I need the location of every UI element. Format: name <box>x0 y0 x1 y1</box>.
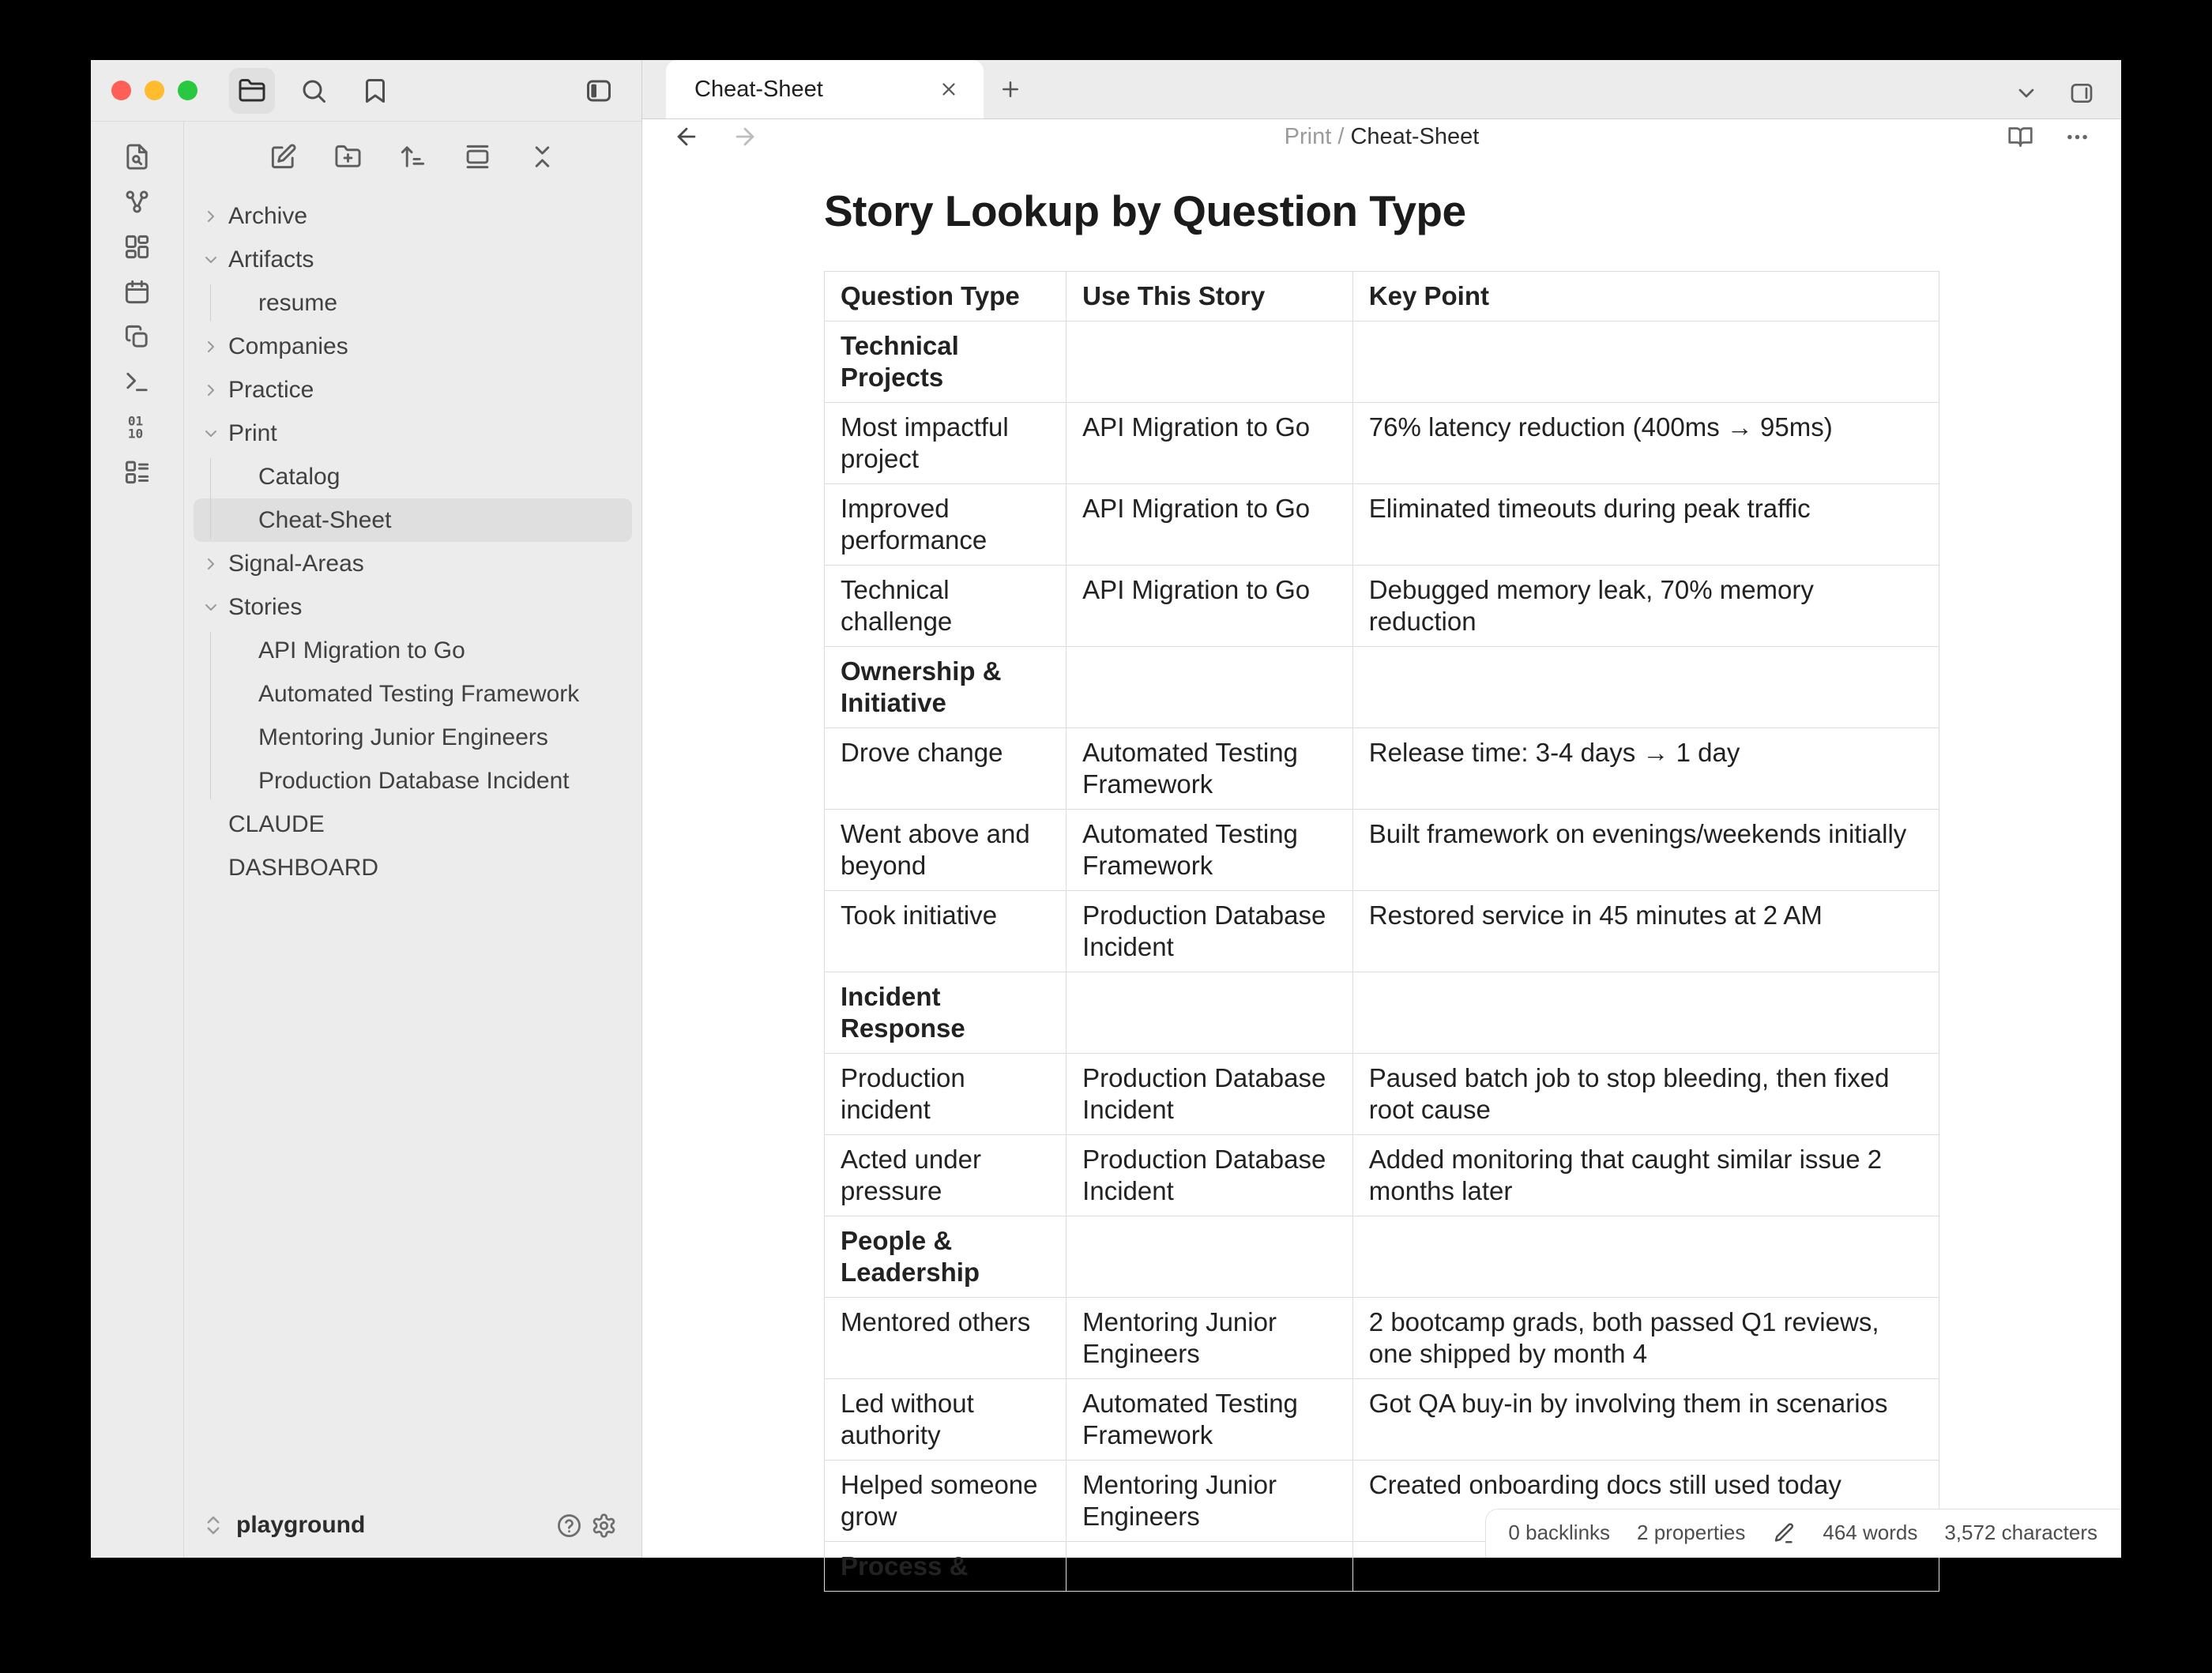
table-cell: Drove change <box>825 728 1066 810</box>
breadcrumb-parent[interactable]: Print <box>1284 123 1332 149</box>
new-note-button[interactable] <box>263 136 304 177</box>
tab-cheat-sheet[interactable] <box>666 60 984 118</box>
chevron-right-icon <box>200 205 222 227</box>
canvas-button[interactable] <box>115 224 160 269</box>
close-window-button[interactable] <box>111 81 131 100</box>
quick-switcher-button[interactable] <box>115 134 160 179</box>
table-section-row <box>825 1216 1939 1298</box>
tab-bar <box>642 60 2121 119</box>
table-cell: Automated Testing Framework <box>1066 810 1353 891</box>
chevron-down-icon <box>200 249 222 271</box>
card-layout-icon <box>464 143 491 171</box>
sort-order-button[interactable] <box>393 136 434 177</box>
edit-mode-pencil-icon[interactable] <box>1772 1521 1796 1545</box>
table-section-row <box>825 972 1939 1054</box>
table-cell <box>1066 1216 1353 1298</box>
table-cell <box>1066 321 1353 403</box>
layout-list-icon <box>123 458 151 486</box>
table-cell: Mentoring Junior Engineers <box>1066 1298 1353 1379</box>
tree-item-artifacts[interactable] <box>194 238 632 281</box>
book-open-icon <box>2007 124 2033 150</box>
column-header: Use This Story <box>1066 272 1353 321</box>
table-cell: Production Database Incident <box>1066 1135 1353 1216</box>
column-header: Question Type <box>825 272 1066 321</box>
new-folder-icon <box>334 143 362 171</box>
table-cell: Acted under pressure <box>825 1135 1066 1216</box>
tree-item-label: Stories <box>228 593 303 620</box>
table-cell: Production Database Incident <box>1066 891 1353 972</box>
help-circle-icon <box>556 1513 582 1539</box>
navigate-forward-button[interactable] <box>728 119 762 154</box>
table-row <box>825 566 1939 647</box>
tree-item-production-database-incident[interactable] <box>194 759 632 803</box>
tree-item-label: resume <box>258 289 338 316</box>
close-tab-button[interactable] <box>933 73 965 105</box>
chevron-down-icon <box>200 596 222 618</box>
traffic-lights <box>91 81 198 100</box>
tree-item-label: Production Database Incident <box>258 767 570 794</box>
table-row <box>825 403 1939 484</box>
new-note-icon <box>269 143 297 171</box>
collapse-all-button[interactable] <box>522 136 563 177</box>
left-sidebar <box>91 60 642 1558</box>
sort-icon <box>399 143 427 171</box>
tree-item-label: Mentoring Junior Engineers <box>258 724 548 750</box>
file-explorer-toolbar <box>184 122 641 191</box>
tree-item-claude[interactable] <box>194 803 632 846</box>
arrow-left-icon <box>673 123 700 150</box>
tab-list-button[interactable] <box>2009 76 2044 111</box>
bookmark-icon <box>361 77 389 105</box>
sidebar-titlebar <box>91 60 641 122</box>
table-cell: Built framework on evenings/weekends initially <box>1352 810 1939 891</box>
expand-right-sidebar-button[interactable] <box>2064 76 2099 111</box>
word-count[interactable]: 464 words <box>1823 1521 1918 1544</box>
chevron-down-icon <box>200 423 222 445</box>
navigate-back-button[interactable] <box>669 119 704 154</box>
story-lookup-table <box>824 271 1939 1592</box>
table-cell: Production incident <box>825 1054 1066 1135</box>
more-options-button[interactable] <box>2060 119 2094 154</box>
tree-item-label: DASHBOARD <box>228 854 379 881</box>
table-cell: Ownership & Initiative <box>825 647 1066 728</box>
tree-item-dashboard[interactable] <box>194 846 632 889</box>
tab-title: Cheat-Sheet <box>694 76 823 102</box>
breadcrumb-separator: / <box>1331 123 1351 149</box>
svg-text:10: 10 <box>127 426 144 442</box>
random-note-button[interactable] <box>115 404 160 449</box>
search-icon <box>299 77 328 105</box>
gear-icon <box>591 1513 617 1539</box>
tree-item-label: Cheat-Sheet <box>258 506 392 533</box>
table-cell: API Migration to Go <box>1066 566 1353 647</box>
arrow-right-icon <box>732 123 758 150</box>
table-row <box>825 728 1939 810</box>
panel-right-toggle-icon <box>2069 81 2094 106</box>
graph-icon <box>123 188 151 216</box>
tree-item-label: Catalog <box>258 463 340 490</box>
table-row <box>825 484 1939 566</box>
table-section-row <box>825 647 1939 728</box>
tree-item-label: Companies <box>228 333 348 359</box>
tree-item-archive[interactable] <box>194 194 632 238</box>
chevron-right-icon <box>200 553 222 575</box>
tree-item-print[interactable] <box>194 412 632 455</box>
tree-item-stories[interactable] <box>194 585 632 629</box>
folder-icon <box>238 77 266 105</box>
tree-item-label: Archive <box>228 202 308 229</box>
backlinks-count[interactable]: 0 backlinks <box>1508 1521 1611 1544</box>
editor-content <box>642 154 2121 1592</box>
copy-icon <box>123 323 151 351</box>
svg-text:01: 01 <box>127 413 144 429</box>
tree-item-catalog[interactable] <box>194 455 632 498</box>
vault-name: playground <box>236 1512 366 1538</box>
table-cell <box>1066 972 1353 1054</box>
main-pane <box>642 60 2121 1581</box>
table-cell: Technical Projects <box>825 321 1066 403</box>
bookmarks-tab-button[interactable] <box>352 68 398 114</box>
breadcrumb <box>642 124 2121 150</box>
table-cell: Technical challenge <box>825 566 1066 647</box>
search-tab-button[interactable] <box>291 68 337 114</box>
collapse-all-icon <box>529 143 556 171</box>
table-cell: Incident Response <box>825 972 1066 1054</box>
table-row <box>825 1054 1939 1135</box>
table-cell: Added monitoring that caught similar issue 2 months later <box>1352 1135 1939 1216</box>
tree-item-label: Print <box>228 419 277 446</box>
table-cell: API Migration to Go <box>1066 484 1353 566</box>
table-row <box>825 1379 1939 1461</box>
outline-button[interactable] <box>115 449 160 494</box>
tree-item-label: Practice <box>228 376 314 403</box>
table-cell: Eliminated timeouts during peak traffic <box>1352 484 1939 566</box>
dashboard-icon <box>123 233 151 261</box>
table-cell: Debugged memory leak, 70% memory reduction <box>1352 566 1939 647</box>
calendar-icon <box>123 278 151 306</box>
table-cell: Mentoring Junior Engineers <box>1066 1461 1353 1542</box>
table-row <box>825 891 1939 972</box>
terminal-button[interactable] <box>115 359 160 404</box>
table-cell: 2 bootcamp grads, both passed Q1 reviews, one shipped by month 4 <box>1352 1298 1939 1379</box>
plus-icon <box>999 77 1022 101</box>
breadcrumb-current[interactable]: Cheat-Sheet <box>1350 123 1480 149</box>
chevron-right-icon <box>200 336 222 358</box>
templates-button[interactable] <box>115 314 160 359</box>
table-cell <box>1066 1542 1353 1592</box>
table-cell <box>1066 647 1353 728</box>
spacer <box>200 857 222 879</box>
table-cell: Automated Testing Framework <box>1066 1379 1353 1461</box>
ellipsis-icon <box>2064 124 2090 150</box>
table-cell: Process & <box>825 1542 1066 1592</box>
new-tab-button[interactable] <box>988 60 1033 118</box>
graph-view-button[interactable] <box>115 179 160 224</box>
file-tree <box>184 191 641 1499</box>
panel-left-toggle-icon <box>585 77 613 105</box>
table-cell: Release time: 3-4 days → 1 day <box>1352 728 1939 810</box>
table-row <box>825 1135 1939 1216</box>
table-cell: Improved performance <box>825 484 1066 566</box>
table-cell: Most impactful project <box>825 403 1066 484</box>
daily-note-button[interactable] <box>115 269 160 314</box>
file-explorer <box>184 122 641 1558</box>
spacer <box>200 814 222 836</box>
table-cell: Helped someone grow <box>825 1461 1066 1542</box>
table-cell: Got QA buy-in by involving them in scenarios <box>1352 1379 1939 1461</box>
zoom-window-button[interactable] <box>178 81 198 100</box>
table-section-row <box>825 321 1939 403</box>
table-cell <box>1352 972 1939 1054</box>
tree-item-practice[interactable] <box>194 368 632 412</box>
collapse-left-sidebar-button[interactable] <box>576 68 622 114</box>
column-header: Key Point <box>1352 272 1939 321</box>
file-search-icon <box>123 143 151 171</box>
tree-item-signal-areas[interactable] <box>194 542 632 585</box>
tree-item-cheat-sheet[interactable] <box>194 498 632 542</box>
files-tab-button[interactable] <box>229 68 275 114</box>
new-folder-button[interactable] <box>328 136 369 177</box>
table-cell <box>1352 1216 1939 1298</box>
table-cell: 76% latency reduction (400ms → 95ms) <box>1352 403 1939 484</box>
table-cell: Created onboarding docs still used today <box>1352 1461 1939 1542</box>
character-count[interactable]: 3,572 characters <box>1944 1521 2097 1544</box>
minimize-window-button[interactable] <box>145 81 164 100</box>
table-row <box>825 810 1939 891</box>
ribbon <box>91 122 184 1558</box>
card-layout-button[interactable] <box>457 136 498 177</box>
view-header <box>642 119 2121 154</box>
tree-item-companies[interactable] <box>194 325 632 368</box>
table-cell: Mentored others <box>825 1298 1066 1379</box>
tree-item-label: Automated Testing Framework <box>258 680 580 707</box>
table-header-row <box>825 272 1939 321</box>
tree-item-resume[interactable] <box>194 281 632 325</box>
tree-item-label: CLAUDE <box>228 810 325 837</box>
table-cell: Led without authority <box>825 1379 1066 1461</box>
tree-item-label: API Migration to Go <box>258 637 465 664</box>
table-cell: Automated Testing Framework <box>1066 728 1353 810</box>
tree-item-label: Signal-Areas <box>228 550 364 577</box>
table-cell <box>1352 321 1939 403</box>
reading-mode-button[interactable] <box>2003 119 2037 154</box>
binary-icon <box>123 413 151 441</box>
properties-count[interactable]: 2 properties <box>1637 1521 1746 1544</box>
table-cell: People & Leadership <box>825 1216 1066 1298</box>
table-cell: Went above and beyond <box>825 810 1066 891</box>
table-cell: Paused batch job to stop bleeding, then fixed root cause <box>1352 1054 1939 1135</box>
table-cell: API Migration to Go <box>1066 403 1353 484</box>
obsidian-window <box>91 60 2121 1581</box>
tree-item-label: Artifacts <box>228 246 314 273</box>
note-title: Story Lookup by Question Type <box>824 186 1466 235</box>
table-row <box>825 1298 1939 1379</box>
chevrons-up-down-icon <box>201 1513 225 1537</box>
table-cell: Took initiative <box>825 891 1066 972</box>
chevron-down-icon <box>2014 81 2039 106</box>
table-cell: Restored service in 45 minutes at 2 AM <box>1352 891 1939 972</box>
close-icon <box>939 79 959 100</box>
settings-button[interactable] <box>586 1508 621 1543</box>
help-button[interactable] <box>551 1508 586 1543</box>
chevron-right-icon <box>200 379 222 401</box>
vault-switcher[interactable] <box>184 1499 641 1558</box>
tree-item-mentoring-junior-engineers[interactable] <box>194 716 632 759</box>
tree-item-automated-testing-framework[interactable] <box>194 672 632 716</box>
status-bar <box>1485 1509 2121 1558</box>
terminal-icon <box>123 368 151 396</box>
table-cell <box>1352 647 1939 728</box>
table-cell: Production Database Incident <box>1066 1054 1353 1135</box>
tree-item-api-migration-to-go[interactable] <box>194 629 632 672</box>
